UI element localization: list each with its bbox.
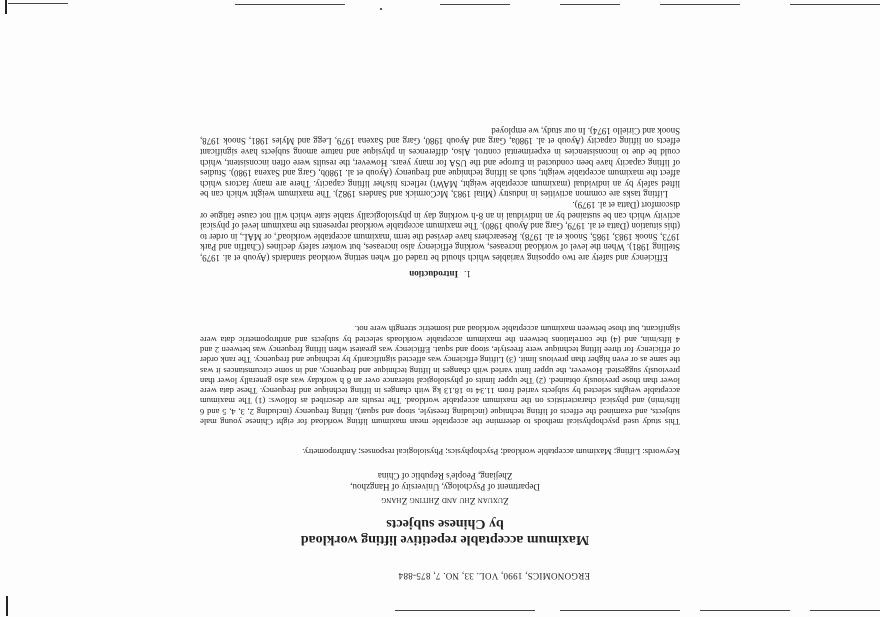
intro-paragraph-2: Lifting tasks are common activities in industry (Mital 1983, McCormick and Sanders 1982). The maximum weight which can be lifted safely by an individual (maximum acceptable weight, MAWt) reflects his/her lifting capacity. There are many factors which affect the maximum acceptable weight, such as lifting technique and frequency (Ayoub et al. 1980b, Garg and Saxena 1980). Studies of lifting capacity have been conducted in Europe and the USA for many years. However, the results were often inconsistent, which could be due to inconsistencies in experimental control. Also, differences in physique and nature among subjects have significant effects on lifting capacity (Ayoub et al. 1980a, Garg and Ayoub 1980, Garg and Saxena 1979, Legg and Myles 1981, Snook 1978, Snook and Ciriello 1974). In our study, we employed <box>200 125 680 200</box>
paper-title <box>210 515 680 547</box>
affiliation-line-2: Zhejiang, People's Republic of China <box>377 471 513 481</box>
abstract: This study used psychophysical methods to determine the acceptable mean maximum lifting workload for eight Chinese young male subjects, and examined the effects of lifting technique (including freestyle, stoop and squat), lifting frequency (including 2, 3, 4, 5 and 6 lifts/min) and physical characteristics on the maximum acceptable workload. The results are described as follows: (1) The maximum acceptable weights selected by subjects varied from 11.34 to 18.13 kg with changes in lifting technique and frequency. These data were lower than those previously obtained. (2) The upper limits of physiological tolerance over an 8 h workday was also generally lower than previously suggested. However, the upper limit varied with changes in lifting technique and frequency, and in some circumstances it was the same as or even higher than previous limit. (3) Lifting efficiency was affected significantly by technique and frequency. The rank order of efficiency for three lifting technique were freestyle, stoop and squat. Efficiency was greatest when lifting frequency was between 2 and 4 lifts/min, and (4) the correlations between the maximum acceptable workloads selected by subjects and anthropometric data were significant, but those between maximum acceptable workload and isometric strength were not. <box>200 324 680 427</box>
title-line-1: Maximum acceptable repetitive lifting workload <box>300 532 590 547</box>
affiliation-line-1: Department of Psychology, University of Hangzhou, <box>350 482 540 492</box>
affiliation <box>210 470 680 492</box>
running-head: ERGONOMICS, 1990, VOL. 33, NO. 7, 875-884 <box>398 571 590 581</box>
section-heading <box>200 269 680 279</box>
authors: Zuxuan Zhu and Zhiting Zhang <box>381 495 509 505</box>
section-number: 1. <box>464 269 471 279</box>
section-title: Introduction <box>409 269 459 279</box>
introduction-body <box>200 125 680 263</box>
intro-paragraph-1: Efficiency and safety are two opposing variables which should be traded off when setting workload standards (Ayoub et al. 1979, Stelling 1981). When the level of workload increases, working efficiency also increases, but worker safety declines (Chaffin and Park 1973, Snook 1983, 1985, Snook et al. 1978). Researchers have devised the term 'maximum acceptable workload', or MAL, in order to (this situation (Datta et al. 1979, Garg and Ayoub 1980). The maximum acceptable workload represents the maximum level of physical activity which can be sustained by an individual in an 8-h working day in physiologically stable state which will not cause fatigue or discomfort (Datta et al. 1979). <box>200 200 680 263</box>
title-line-2: by Chinese subjects <box>386 516 504 531</box>
keywords: Keywords: Lifting; Maximum acceptable workload; Psychophysics; Physiological responses; Anthropometry. <box>302 447 680 457</box>
